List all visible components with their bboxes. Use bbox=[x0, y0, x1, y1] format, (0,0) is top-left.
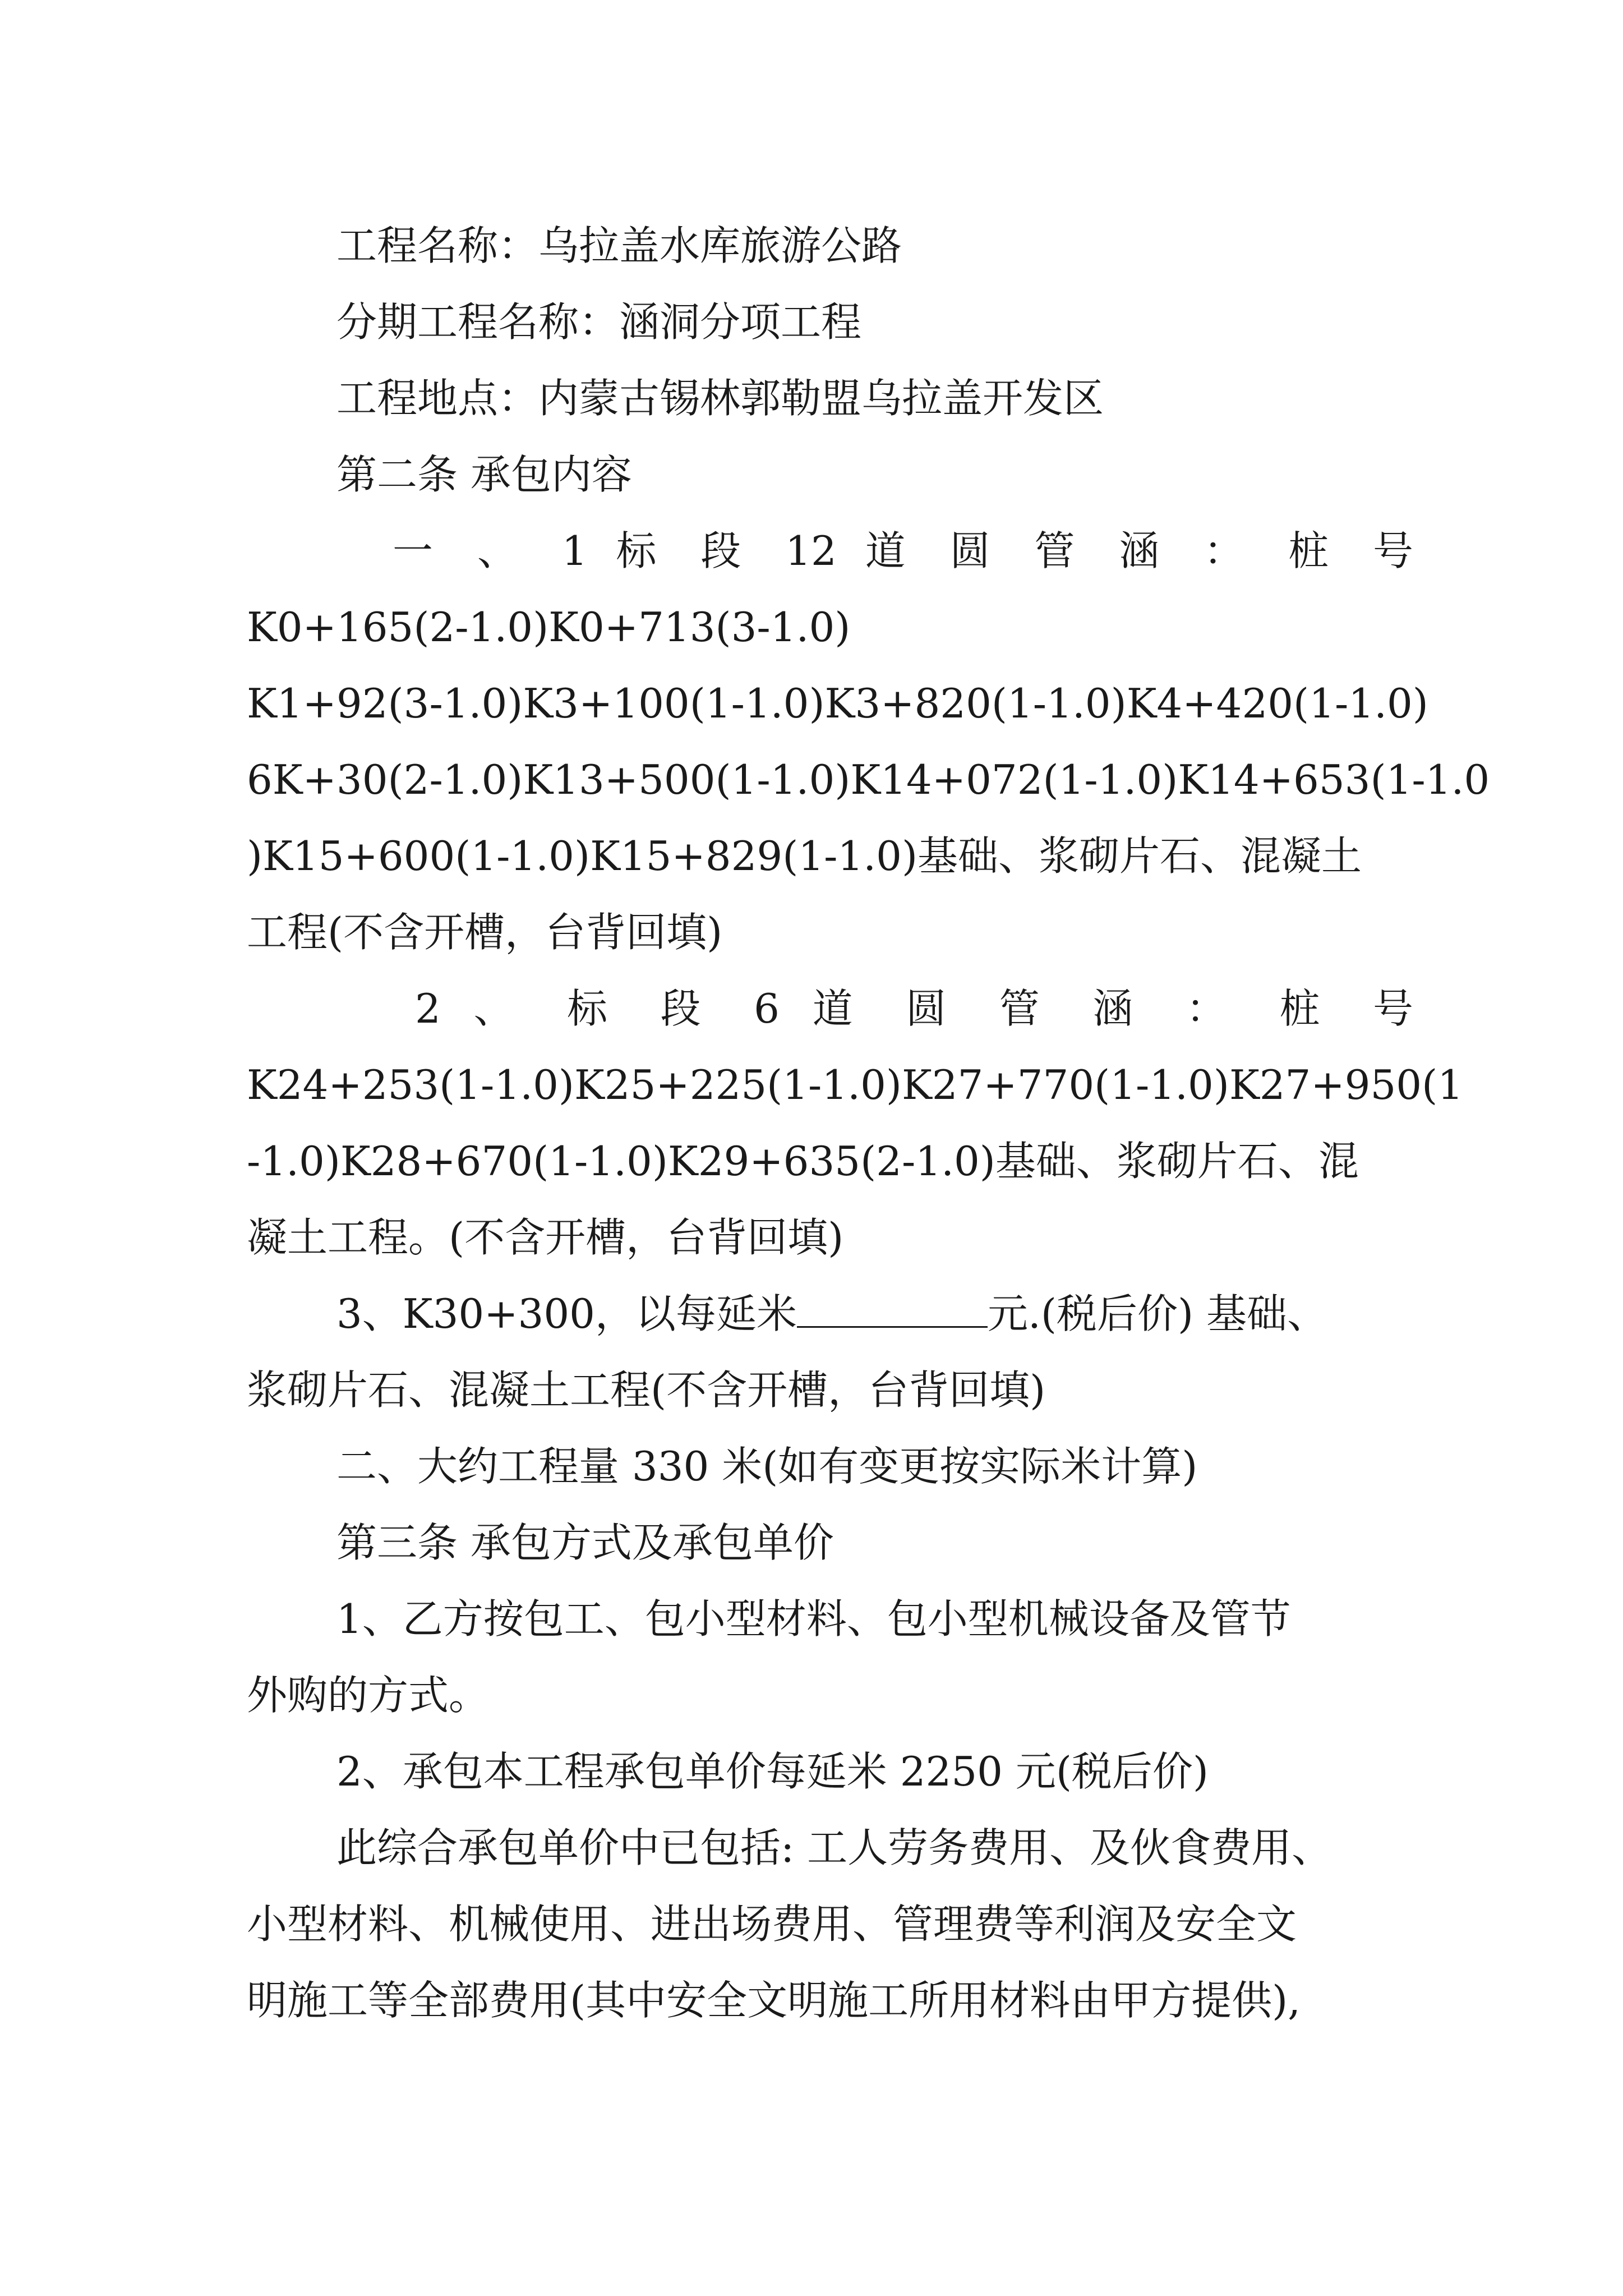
item-1-line-1: 1、乙方按包工、包小型材料、包小型机械设备及管节 bbox=[336, 1595, 1291, 1642]
section-2-heading: 2 、 标 段 6 道 圆 管 涵 ： 桩 号 bbox=[415, 985, 1413, 1032]
section-3-before-blank: 3、K30+300，以每延米 bbox=[336, 1290, 797, 1337]
section-2-stakes-3: 凝土工程。(不含开槽，台背回填) bbox=[247, 1214, 844, 1261]
includes-line-3: 明施工等全部费用(其中安全文明施工所用材料由甲方提供), bbox=[247, 1977, 1301, 2024]
section-1-stakes-4: )K15+600(1-1.0)K15+829(1-1.0)基础、浆砌片石、混凝土 bbox=[247, 832, 1362, 880]
location-line: 工程地点：内蒙古锡林郭勒盟乌拉盖开发区 bbox=[336, 375, 1104, 422]
quantity-line: 二、大约工程量 330 米(如有变更按实际米计算) bbox=[336, 1443, 1198, 1490]
section-1-stakes-2: K1+92(3-1.0)K3+100(1-1.0)K3+820(1-1.0)K4+420(1-1.0) bbox=[247, 680, 1428, 727]
includes-line-2: 小型材料、机械使用、进出场费用、管理费等利润及安全文 bbox=[247, 1901, 1297, 1948]
section-1-heading: 一 、 1 标 段 12 道 圆 管 涵 ： 桩 号 bbox=[393, 527, 1413, 574]
price-blank-field bbox=[797, 1292, 988, 1328]
item-1-line-2: 外购的方式。 bbox=[247, 1672, 490, 1719]
section-3-after-blank: 元.(税后价) 基础、 bbox=[987, 1290, 1327, 1337]
section-3-line-1 bbox=[247, 1276, 1413, 1352]
article-2-title: 第二条 承包内容 bbox=[336, 451, 632, 498]
section-3-line-2: 浆砌片石、混凝土工程(不含开槽，台背回填) bbox=[247, 1366, 1046, 1414]
includes-line-1: 此综合承包单价中已包括: 工人劳务费用、及伙食费用、 bbox=[336, 1824, 1332, 1871]
section-2-stakes-1: K24+253(1-1.0)K25+225(1-1.0)K27+770(1-1.0)K27+950(1 bbox=[247, 1061, 1463, 1108]
phase-name-line: 分期工程名称：涵洞分项工程 bbox=[336, 298, 862, 346]
article-3-title: 第三条 承包方式及承包单价 bbox=[336, 1519, 834, 1566]
section-1-stakes-3: 6K+30(2-1.0)K13+500(1-1.0)K14+072(1-1.0)K14+653(1-1.0 bbox=[247, 756, 1490, 803]
project-name-line: 工程名称：乌拉盖水库旅游公路 bbox=[336, 222, 902, 269]
section-1-stakes-5: 工程(不含开槽，台背回填) bbox=[247, 909, 723, 956]
item-2-line: 2、承包本工程承包单价每延米 2250 元(税后价) bbox=[336, 1748, 1209, 1795]
document-body bbox=[247, 208, 1490, 2039]
section-2-stakes-2: -1.0)K28+670(1-1.0)K29+635(2-1.0)基础、浆砌片石、混 bbox=[247, 1138, 1359, 1185]
section-1-stakes-1: K0+165(2-1.0)K0+713(3-1.0) bbox=[247, 604, 851, 651]
